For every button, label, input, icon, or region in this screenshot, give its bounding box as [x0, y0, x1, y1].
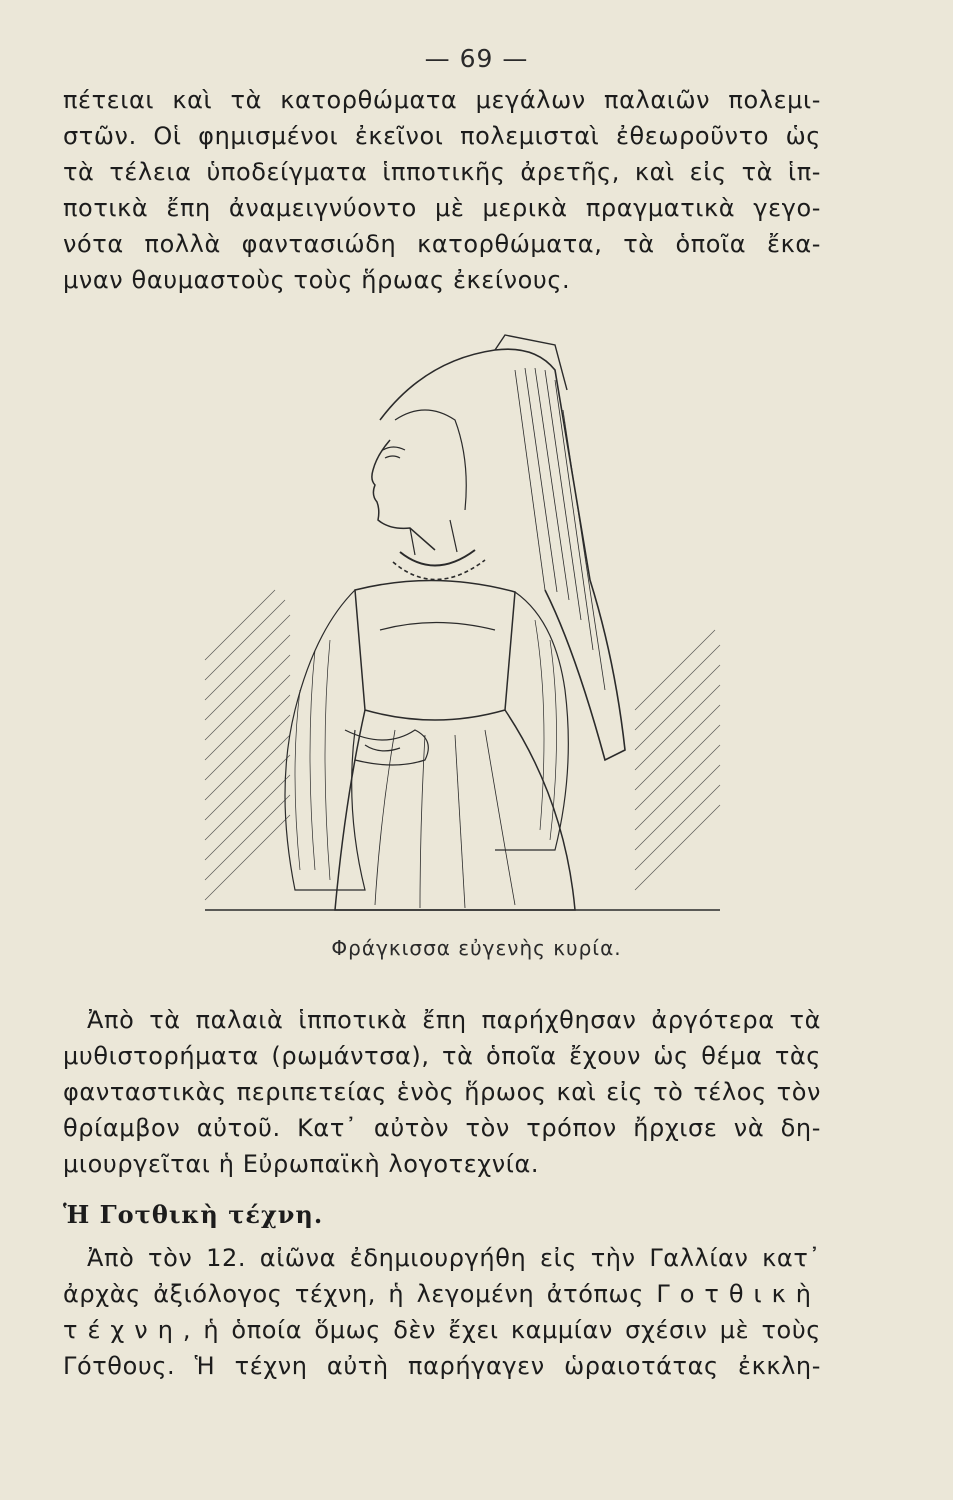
text-fragment: ἀρχὰς ἀξιόλογος τέχνη, ἡ λεγομένη ἀτόπως	[63, 1280, 644, 1308]
text-line: μιουργεῖται ἡ Εὐρωπαϊκὴ λογοτεχνία.	[63, 1150, 540, 1178]
text-fragment: , ἡ ὁποία ὅμως δὲν ἔχει καμμίαν σχέσιν μὲ τοὺς	[182, 1316, 821, 1344]
section-heading: Ἡ Γοτθικὴ τέχνη.	[63, 1200, 324, 1229]
text-line: θρίαμβον αὐτοῦ. Κατ᾿ αὐτὸν τὸν τρόπον ἤρχισε νὰ δη-	[63, 1114, 821, 1142]
text-line: Γότθους. Ἡ τέχνη αὐτὴ παρήγαγεν ὡραιοτάτας ἐκκλη-	[63, 1352, 821, 1380]
paragraph-romances	[63, 1002, 821, 1182]
spaced-term: τέχνη	[63, 1316, 183, 1344]
text-line	[63, 1276, 821, 1312]
paragraph-knightly-epics	[63, 82, 821, 298]
text-line: ποτικὰ ἔπη ἀναμειγνύοντο μὲ μερικὰ πραγματικὰ γεγο-	[63, 194, 821, 222]
text-line: τὰ τέλεια ὑποδείγματα ἱπποτικῆς ἀρετῆς, καὶ εἰς τὰ ἱπ-	[63, 158, 821, 186]
paragraph-gothic-art	[63, 1240, 821, 1384]
page-number: — 69 —	[424, 44, 529, 73]
text-line: Ἀπὸ τὸν 12. αἰῶνα ἐδημιουργήθη εἰς τὴν Γαλλίαν κατ᾿	[87, 1244, 821, 1272]
noblewoman-engraving	[195, 330, 735, 920]
text-line: Ἀπὸ τὰ παλαιὰ ἱπποτικὰ ἔπη παρήχθησαν ἀργότερα τὰ	[87, 1006, 821, 1034]
text-line: πέτειαι καὶ τὰ κατορθώματα μεγάλων παλαιῶν πολεμι-	[63, 86, 821, 114]
text-line: μναν θαυμαστοὺς τοὺς ἥρωας ἐκείνους.	[63, 266, 571, 294]
figure-caption: Φράγκισσα εὐγενὴς κυρία.	[331, 936, 622, 960]
text-line: μυθιστορήματα (ρωμάντσα), τὰ ὁποῖα ἔχουν ὡς θέμα τὰς	[63, 1042, 821, 1070]
text-line: στῶν. Οἱ φημισμένοι ἐκεῖνοι πολεμισταὶ ἐθεωροῦντο ὡς	[63, 122, 821, 150]
spaced-term: Γοτθικὴ	[656, 1280, 821, 1308]
text-line	[63, 1312, 821, 1348]
text-line: νότα πολλὰ φαντασιώδη κατορθώματα, τὰ ὁποῖα ἔκα-	[63, 230, 821, 258]
text-line: φανταστικὰς περιπετείας ἑνὸς ἥρωος καὶ εἰς τὸ τέλος τὸν	[63, 1078, 821, 1106]
